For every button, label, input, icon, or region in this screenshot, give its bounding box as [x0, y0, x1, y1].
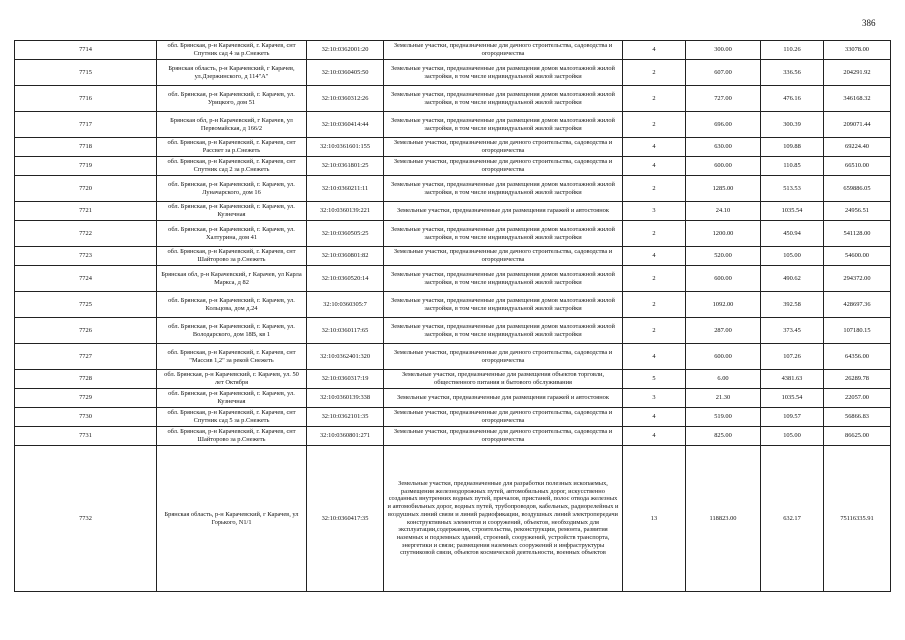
cadastral-value-cell: 66510.00 — [824, 157, 891, 176]
row-number: 7722 — [15, 221, 157, 247]
table-row — [15, 292, 891, 318]
use-group-cell: 4 — [623, 427, 686, 446]
use-group-cell: 4 — [623, 138, 686, 157]
address-cell: Брянская обл, р-н Карачевский, г Карачев, ул Первомайская, д 166/2 — [157, 112, 307, 138]
table-row — [15, 370, 891, 389]
row-number: 7724 — [15, 266, 157, 292]
row-number: 7719 — [15, 157, 157, 176]
cadastral-value-cell: 33078.00 — [824, 41, 891, 60]
specific-value-cell: 105.00 — [761, 427, 824, 446]
specific-value-cell: 1035.54 — [761, 202, 824, 221]
address-cell: обл. Брянская, р-н Карачевский, г. Карачев, ул. 50 лет Октября — [157, 370, 307, 389]
cadastral-number-cell: 32:10:0360505:25 — [307, 221, 384, 247]
address-cell: обл. Брянская, р-н Карачевский, г. Карачев, ул. Луначарского, дом 16 — [157, 176, 307, 202]
specific-value-cell: 490.62 — [761, 266, 824, 292]
specific-value-cell: 392.58 — [761, 292, 824, 318]
land-use-cell: Земельные участки, предназначенные для дачного строительства, садоводства и огородничества — [384, 427, 623, 446]
area-cell: 1285.00 — [686, 176, 761, 202]
specific-value-cell: 450.94 — [761, 221, 824, 247]
row-number: 7726 — [15, 318, 157, 344]
cadastral-number-cell: 32:10:0360801:82 — [307, 247, 384, 266]
specific-value-cell: 513.53 — [761, 176, 824, 202]
cadastral-value-cell: 69224.40 — [824, 138, 891, 157]
land-use-cell: Земельные участки, предназначенные для разработки полезных ископаемых, размещения железнодорожных путей, автомобильных дорог, искусственно созданных внутренних водных путей, причалов, пристаней, полос отвода железных и автомобильных дорог, водных путей, трубопроводов, кабельных, радиорелейных и воздушных линий связи и линий радиофикации, воздушных линий электропередачи конструктивных элементов и сооружений, объектов, необходимых для эксплуатации,содержания, строительства, реконструкции, ремонта, развития наземных и подземных зданий, строений, сооружений, устройств транспорта, энергетики и связи; размещения наземных сооружений и инфраструктуры спутниковой связи, объектов космической деятельности, военных объектов — [384, 446, 623, 592]
area-cell: 519.00 — [686, 408, 761, 427]
address-cell: обл. Брянская, р-н Карачевский, г. Карачев, снт "Массив 1,2" за рекой Снежеть — [157, 344, 307, 370]
table-row — [15, 247, 891, 266]
area-cell: 24.10 — [686, 202, 761, 221]
table-row — [15, 138, 891, 157]
specific-value-cell: 300.39 — [761, 112, 824, 138]
specific-value-cell: 4381.63 — [761, 370, 824, 389]
row-number: 7721 — [15, 202, 157, 221]
area-cell: 118823.00 — [686, 446, 761, 592]
land-use-cell: Земельные участки, предназначенные для размещения домов малоэтажной жилой застройки, в том числе индивидуальной жилой застройки — [384, 292, 623, 318]
cadastral-number-cell: 32:10:0360139:338 — [307, 389, 384, 408]
address-cell: обл. Брянская, р-н Карачевский, г. Карачев, ул. Кольцова, дом д.24 — [157, 292, 307, 318]
address-cell: Брянская обл, р-н Карачевский, г Карачев, ул Карла Маркса, д 82 — [157, 266, 307, 292]
specific-value-cell: 476.16 — [761, 86, 824, 112]
table-row — [15, 344, 891, 370]
table-row — [15, 112, 891, 138]
address-cell: обл. Брянская, р-н Карачевский, г. Карачев, ул. Халтурина, дом 41 — [157, 221, 307, 247]
cadastral-number-cell: 32:10:0360317:19 — [307, 370, 384, 389]
row-number: 7714 — [15, 41, 157, 60]
row-number: 7729 — [15, 389, 157, 408]
address-cell: обл. Брянская, р-н Карачевский, г. Карачев, снт Спутник сад 5 за р.Снежеть — [157, 408, 307, 427]
area-cell: 825.00 — [686, 427, 761, 446]
land-use-cell: Земельные участки, предназначенные для размещения домов малоэтажной жилой застройки, в том числе индивидуальной жилой застройки — [384, 318, 623, 344]
table-row — [15, 176, 891, 202]
cadastral-number-cell: 32:10:0360312:26 — [307, 86, 384, 112]
specific-value-cell: 105.00 — [761, 247, 824, 266]
table-row — [15, 202, 891, 221]
cadastral-value-cell: 86625.00 — [824, 427, 891, 446]
area-cell: 1092.00 — [686, 292, 761, 318]
area-cell: 300.00 — [686, 41, 761, 60]
use-group-cell: 2 — [623, 60, 686, 86]
cadastral-value-cell: 54600.00 — [824, 247, 891, 266]
cadastral-value-cell: 75116335.91 — [824, 446, 891, 592]
use-group-cell: 2 — [623, 86, 686, 112]
table-row — [15, 60, 891, 86]
row-number: 7727 — [15, 344, 157, 370]
land-use-cell: Земельные участки, предназначенные для размещения домов малоэтажной жилой застройки, в том числе индивидуальной жилой застройки — [384, 176, 623, 202]
address-cell: обл. Брянская, р-н Карачевский, г. Карачев, снт Шайторово за р.Снежеть — [157, 427, 307, 446]
row-number: 7732 — [15, 446, 157, 592]
area-cell: 696.00 — [686, 112, 761, 138]
land-use-cell: Земельные участки, предназначенные для дачного строительства, садоводства и огородничества — [384, 344, 623, 370]
cadastral-value-cell: 541128.00 — [824, 221, 891, 247]
use-group-cell: 3 — [623, 202, 686, 221]
table-row — [15, 427, 891, 446]
cadastral-value-cell: 209071.44 — [824, 112, 891, 138]
cadastral-value-cell: 107180.15 — [824, 318, 891, 344]
use-group-cell: 2 — [623, 266, 686, 292]
cadastral-value-cell: 659886.05 — [824, 176, 891, 202]
cadastral-value-cell: 22057.00 — [824, 389, 891, 408]
row-number: 7715 — [15, 60, 157, 86]
use-group-cell: 3 — [623, 389, 686, 408]
use-group-cell: 4 — [623, 408, 686, 427]
cadastral-number-cell: 32:10:0360211:11 — [307, 176, 384, 202]
area-cell: 600.00 — [686, 266, 761, 292]
cadastral-number-cell: 32:10:0362401:320 — [307, 344, 384, 370]
specific-value-cell: 373.45 — [761, 318, 824, 344]
row-number: 7720 — [15, 176, 157, 202]
cadastral-number-cell: 32:10:0360305:7 — [307, 292, 384, 318]
cadastral-number-cell: 32:10:0361801:25 — [307, 157, 384, 176]
table-row — [15, 157, 891, 176]
land-use-cell: Земельные участки, предназначенные для размещения домов малоэтажной жилой застройки, в том числе индивидуальной жилой застройки — [384, 60, 623, 86]
address-cell: Брянская область, р-н Карачевский, г Карачев, ул Горького, N1/1 — [157, 446, 307, 592]
use-group-cell: 2 — [623, 221, 686, 247]
use-group-cell: 4 — [623, 41, 686, 60]
use-group-cell: 4 — [623, 247, 686, 266]
land-use-cell: Земельные участки, предназначенные для размещения домов малоэтажной жилой застройки, в том числе индивидуальной жилой застройки — [384, 221, 623, 247]
specific-value-cell: 107.26 — [761, 344, 824, 370]
table-row — [15, 266, 891, 292]
land-use-cell: Земельные участки, предназначенные для дачного строительства, садоводства и огородничества — [384, 138, 623, 157]
specific-value-cell: 109.88 — [761, 138, 824, 157]
address-cell: обл. Брянская, р-н Карачевский, г. Карачев, снт Спутник сад 4 за р.Снежеть — [157, 41, 307, 60]
use-group-cell: 2 — [623, 112, 686, 138]
address-cell: обл. Брянская, р-н Карачевский, г. Карачев, ул. Урицкого, дом 51 — [157, 86, 307, 112]
table-row — [15, 408, 891, 427]
specific-value-cell: 110.26 — [761, 41, 824, 60]
land-use-cell: Земельные участки, предназначенные для дачного строительства, садоводства и огородничества — [384, 247, 623, 266]
area-cell: 727.00 — [686, 86, 761, 112]
use-group-cell: 2 — [623, 318, 686, 344]
cadastral-number-cell: 32:10:0360417:35 — [307, 446, 384, 592]
table-row — [15, 221, 891, 247]
land-use-cell: Земельные участки, предназначенные для размещения объектов торговли, общественного питания и бытового обслуживания — [384, 370, 623, 389]
cadastral-number-cell: 32:10:0360117:65 — [307, 318, 384, 344]
cadastral-value-cell: 26289.78 — [824, 370, 891, 389]
cadastral-number-cell: 32:10:0360405:50 — [307, 60, 384, 86]
row-number: 7723 — [15, 247, 157, 266]
cadastral-value-cell: 56866.83 — [824, 408, 891, 427]
cadastral-number-cell: 32:10:0360801:271 — [307, 427, 384, 446]
row-number: 7730 — [15, 408, 157, 427]
cadastral-number-cell: 32:10:0360139:221 — [307, 202, 384, 221]
use-group-cell: 2 — [623, 176, 686, 202]
land-use-cell: Земельные участки, предназначенные для размещения домов малоэтажной жилой застройки, в том числе индивидуальной жилой застройки — [384, 266, 623, 292]
area-cell: 1200.00 — [686, 221, 761, 247]
area-cell: 630.00 — [686, 138, 761, 157]
area-cell: 600.00 — [686, 344, 761, 370]
row-number: 7725 — [15, 292, 157, 318]
area-cell: 6.00 — [686, 370, 761, 389]
address-cell: обл. Брянская, р-н Карачевский, г. Карачев, снт Спутник сад 2 за р.Снежеть — [157, 157, 307, 176]
land-use-cell: Земельные участки, предназначенные для размещения домов малоэтажной жилой застройки, в том числе индивидуальной жилой застройки — [384, 86, 623, 112]
address-cell: обл. Брянская, р-н Карачевский, г. Карачев, ул. Кузнечная — [157, 202, 307, 221]
table-row — [15, 446, 891, 592]
cadastral-value-cell: 294372.00 — [824, 266, 891, 292]
row-number: 7718 — [15, 138, 157, 157]
table-row — [15, 389, 891, 408]
land-use-cell: Земельные участки, предназначенные для размещения гаражей и автостоянок — [384, 202, 623, 221]
cadastral-number-cell: 32:10:0362101:35 — [307, 408, 384, 427]
specific-value-cell: 110.85 — [761, 157, 824, 176]
area-cell: 21.30 — [686, 389, 761, 408]
specific-value-cell: 1035.54 — [761, 389, 824, 408]
row-number: 7728 — [15, 370, 157, 389]
cadastral-value-cell: 428697.36 — [824, 292, 891, 318]
table-row — [15, 86, 891, 112]
use-group-cell: 4 — [623, 344, 686, 370]
cadastral-value-table — [14, 40, 891, 592]
specific-value-cell: 632.17 — [761, 446, 824, 592]
specific-value-cell: 109.57 — [761, 408, 824, 427]
cadastral-value-cell: 346168.32 — [824, 86, 891, 112]
cadastral-number-cell: 32:10:0362001:20 — [307, 41, 384, 60]
land-use-cell: Земельные участки, предназначенные для размещения домов малоэтажной жилой застройки, в том числе индивидуальной жилой застройки — [384, 112, 623, 138]
table-row — [15, 318, 891, 344]
address-cell: обл. Брянская, р-н Карачевский, г. Карачев, снт Рассвет за р.Снежеть — [157, 138, 307, 157]
row-number: 7717 — [15, 112, 157, 138]
specific-value-cell: 336.56 — [761, 60, 824, 86]
use-group-cell: 13 — [623, 446, 686, 592]
area-cell: 607.00 — [686, 60, 761, 86]
row-number: 7716 — [15, 86, 157, 112]
land-use-cell: Земельные участки, предназначенные для дачного строительства, садоводства и огородничества — [384, 157, 623, 176]
address-cell: Брянская область, р-н Карачевский, г Карачев, ул.Дзержинского, д 114"А" — [157, 60, 307, 86]
use-group-cell: 2 — [623, 292, 686, 318]
cadastral-number-cell: 32:10:0361601:155 — [307, 138, 384, 157]
address-cell: обл. Брянская, р-н Карачевский, г. Карачев, ул. Володарского, дом 18В, кв 1 — [157, 318, 307, 344]
cadastral-value-cell: 24956.51 — [824, 202, 891, 221]
use-group-cell: 4 — [623, 157, 686, 176]
use-group-cell: 5 — [623, 370, 686, 389]
area-cell: 520.00 — [686, 247, 761, 266]
cadastral-value-cell: 204291.92 — [824, 60, 891, 86]
cadastral-number-cell: 32:10:0360414:44 — [307, 112, 384, 138]
page-number: 386 — [862, 18, 876, 28]
area-cell: 600.00 — [686, 157, 761, 176]
address-cell: обл. Брянская, р-н Карачевский, г. Карачев, ул. Кузнечная — [157, 389, 307, 408]
land-use-cell: Земельные участки, предназначенные для дачного строительства, садоводства и огородничества — [384, 408, 623, 427]
cadastral-value-cell: 64356.00 — [824, 344, 891, 370]
land-use-cell: Земельные участки, предназначенные для размещения гаражей и автостоянок — [384, 389, 623, 408]
row-number: 7731 — [15, 427, 157, 446]
address-cell: обл. Брянская, р-н Карачевский, г. Карачев, снт Шайторово за р.Снежеть — [157, 247, 307, 266]
land-use-cell: Земельные участки, предназначенные для дачного строительства, садоводства и огородничества — [384, 41, 623, 60]
area-cell: 287.00 — [686, 318, 761, 344]
table-row — [15, 41, 891, 60]
cadastral-number-cell: 32:10:0360520:14 — [307, 266, 384, 292]
